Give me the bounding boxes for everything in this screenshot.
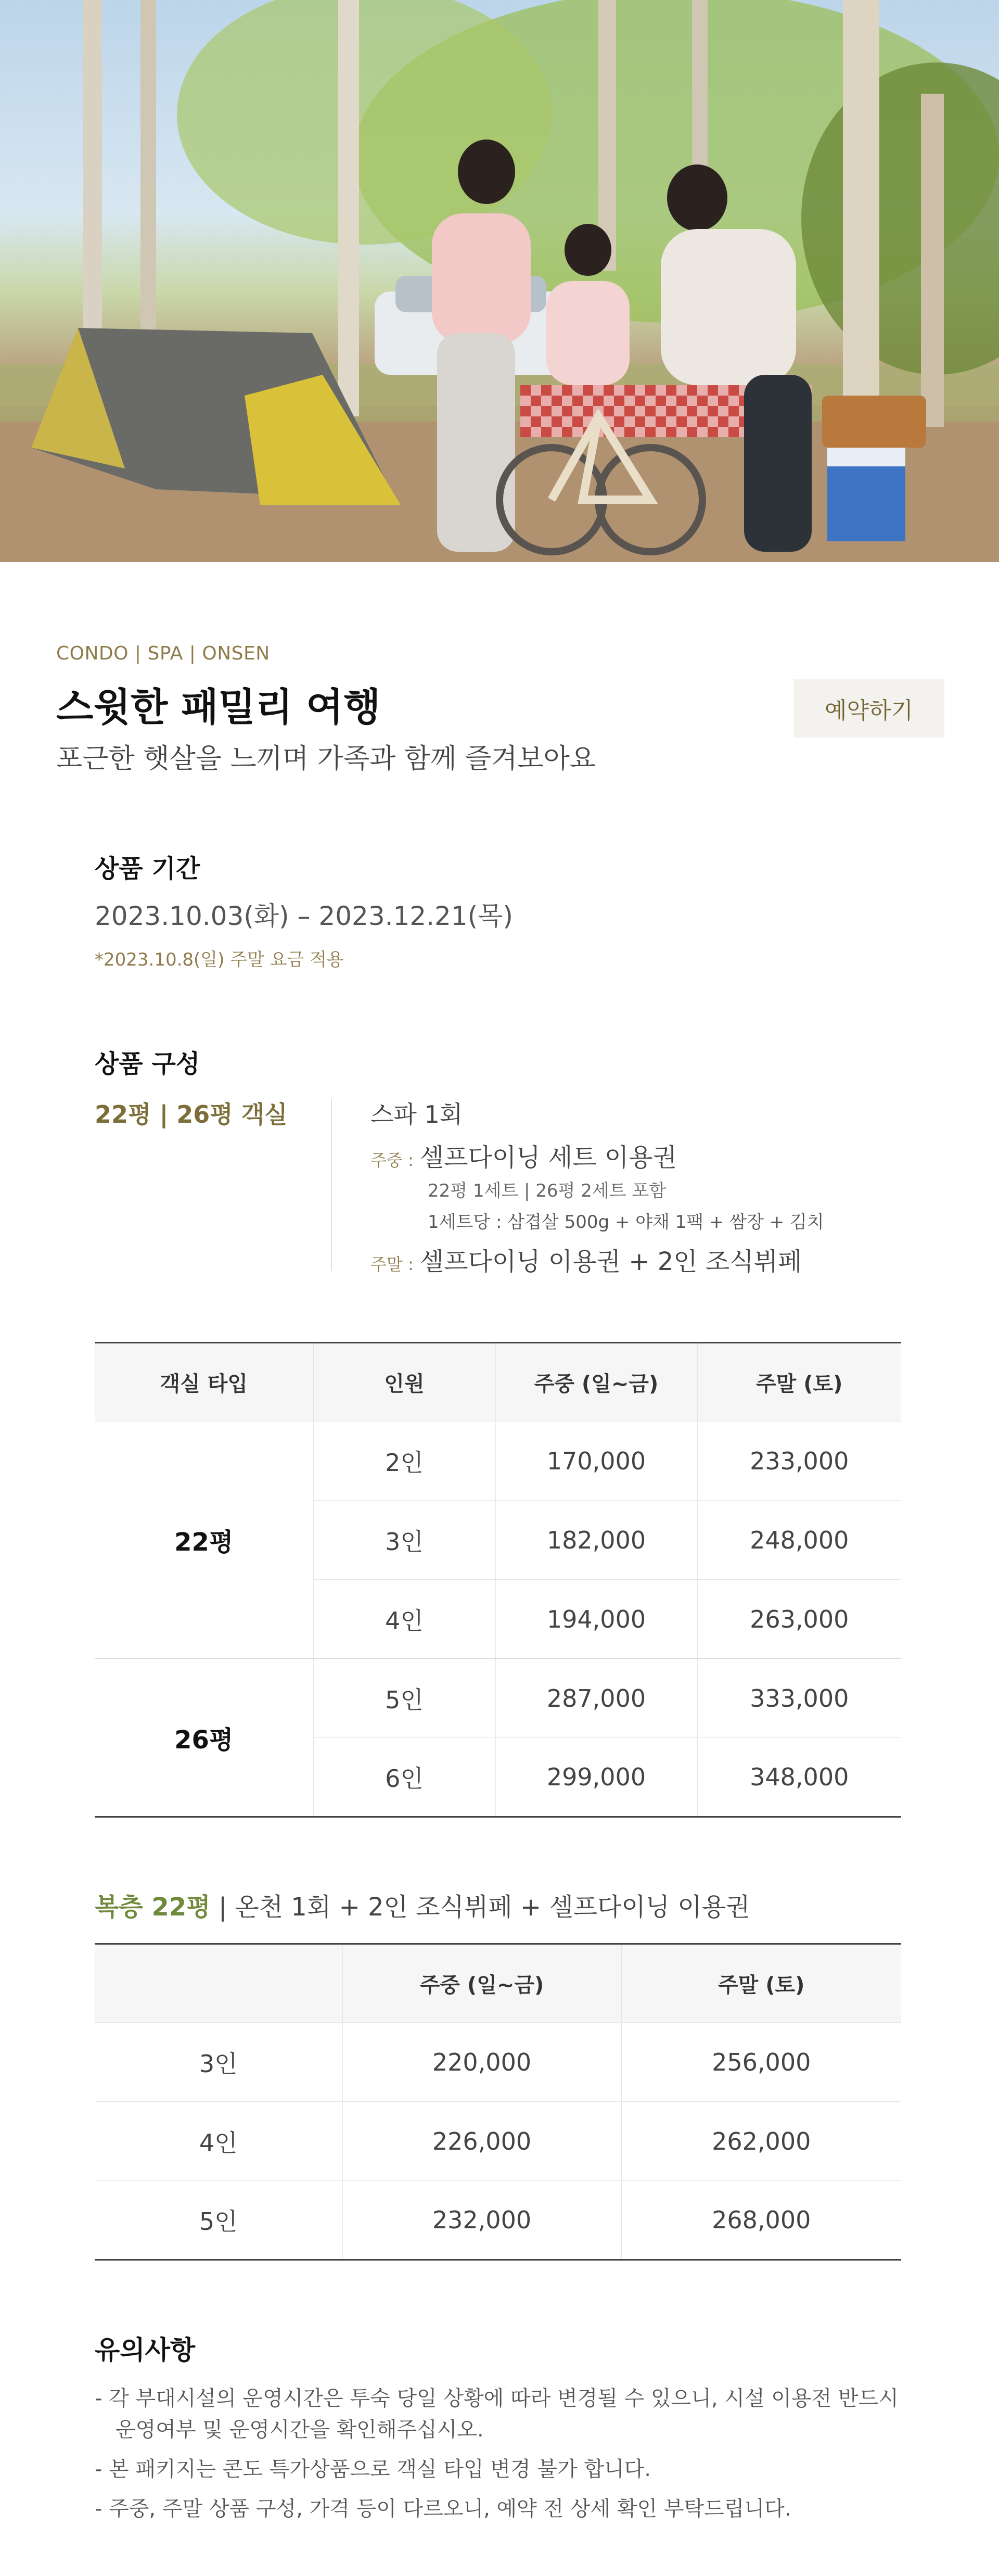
page-title: 스윗한 패밀리 여행 (56, 685, 381, 730)
weekday-price: 220,000 (342, 2023, 621, 2102)
weekday-price: 232,000 (342, 2181, 621, 2260)
header-people-empty (95, 1944, 342, 2023)
people-cell: 5인 (313, 1659, 495, 1738)
people-cell: 2인 (313, 1422, 495, 1501)
header-room-type: 객실 타입 (95, 1343, 313, 1422)
weekend-price: 263,000 (697, 1580, 901, 1659)
notice-heading: 유의사항 (95, 2335, 196, 2365)
weekday-tag: 주중 : (370, 1150, 414, 1170)
notice-item: - 각 부대시설의 운영시간은 투숙 당일 상황에 따라 변경될 수 있으니, 시설 이용전 반드시 운영여부 및 운영시간을 확인해주십시오. (95, 2383, 917, 2445)
composition-divider (331, 1099, 332, 1271)
header-weekend: 주말 (토) (621, 1944, 901, 2023)
composition-spa: 스파 1회 (370, 1100, 463, 1128)
weekday-price: 299,000 (495, 1738, 697, 1817)
people-cell: 4인 (95, 2102, 342, 2181)
notice-item: - 본 패키지는 콘도 특가상품으로 객실 타입 변경 불가 합니다. (95, 2454, 917, 2485)
period-heading: 상품 기간 (95, 854, 200, 883)
people-cell: 3인 (95, 2023, 342, 2102)
weekday-sub: 22평 1세트 | 26평 2세트 포함 (428, 1181, 667, 1201)
category-eyebrow: CONDO | SPA | ONSEN (56, 643, 270, 664)
weekday-item: 셀프다이닝 세트 이용권 (419, 1143, 677, 1172)
composition-weekend (370, 1241, 802, 1277)
duplex-package-heading (95, 1887, 750, 1923)
hero-image (0, 0, 999, 562)
table-header-row (95, 1944, 901, 2023)
table-row (95, 1659, 901, 1738)
composition-heading: 상품 구성 (95, 1049, 200, 1078)
header-people: 인원 (313, 1343, 495, 1422)
weekday-detail: 1세트당 : 삼겹살 500g + 야채 1팩 + 쌈장 + 김치 (428, 1212, 824, 1233)
people-cell: 3인 (313, 1501, 495, 1580)
duplex-separator: | (210, 1893, 235, 1922)
room-cell: 22평 (95, 1422, 313, 1659)
period-dates: 2023.10.03(화) – 2023.12.21(목) (95, 901, 513, 931)
weekend-tag: 주말 : (370, 1254, 414, 1274)
header-weekday: 주중 (일~금) (342, 1944, 621, 2023)
table-row (95, 2181, 901, 2260)
reserve-button[interactable]: 예약하기 (793, 679, 944, 738)
table-header-row (95, 1343, 901, 1422)
room-price-table (95, 1342, 901, 1818)
people-cell: 5인 (95, 2181, 342, 2260)
duplex-package-desc: 온천 1회 + 2인 조식뷔페 + 셀프다이닝 이용권 (235, 1893, 750, 1922)
weekend-price: 262,000 (621, 2102, 901, 2181)
table-row (95, 1422, 901, 1501)
duplex-price-table (95, 1943, 901, 2261)
header-weekday: 주중 (일~금) (495, 1343, 697, 1422)
period-note: *2023.10.8(일) 주말 요금 적용 (95, 949, 344, 970)
table-row (95, 2023, 901, 2102)
weekend-price: 233,000 (697, 1422, 901, 1501)
room-cell: 26평 (95, 1659, 313, 1817)
composition-weekday (370, 1137, 677, 1173)
composition-room-types: 22평 | 26평 객실 (95, 1100, 288, 1128)
duplex-room-label: 복층 22평 (95, 1893, 211, 1922)
people-cell: 4인 (313, 1580, 495, 1659)
table-row (95, 2102, 901, 2181)
notice-list (95, 2383, 917, 2533)
family-camping-photo-icon (0, 0, 999, 562)
weekday-price: 194,000 (495, 1580, 697, 1659)
weekend-price: 248,000 (697, 1501, 901, 1580)
weekend-price: 348,000 (750, 1763, 849, 1791)
header-weekend: 주말 (토) (697, 1343, 901, 1422)
weekend-price: 333,000 (697, 1659, 901, 1738)
notice-item: - 주중, 주말 상품 구성, 가격 등이 다르오니, 예약 전 상세 확인 부탁드립니다. (95, 2493, 917, 2524)
page-subtitle: 포근한 햇살을 느끼며 가족과 함께 즐겨보아요 (56, 743, 596, 775)
people-cell: 6인 (313, 1738, 495, 1817)
weekday-price: 287,000 (495, 1659, 697, 1738)
weekend-price: 256,000 (621, 2023, 901, 2102)
weekday-price: 170,000 (495, 1422, 697, 1501)
weekend-price: 268,000 (712, 2206, 811, 2234)
weekday-price: 226,000 (342, 2102, 621, 2181)
weekend-item: 셀프다이닝 이용권 + 2인 조식뷔페 (419, 1247, 802, 1276)
weekday-price: 182,000 (495, 1501, 697, 1580)
